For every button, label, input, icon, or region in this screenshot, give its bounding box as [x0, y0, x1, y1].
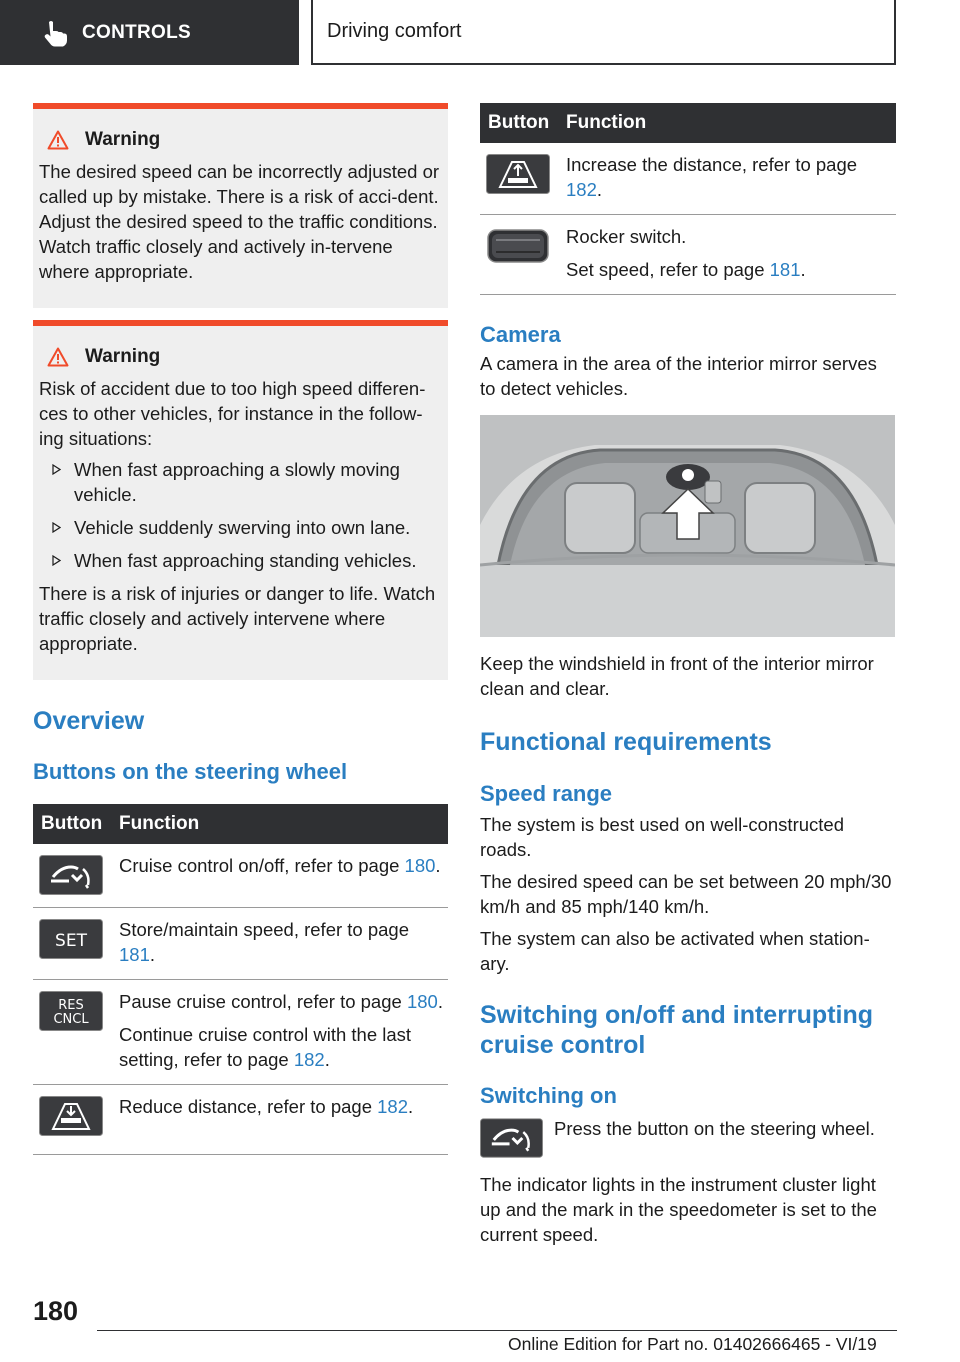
table-row: SET Store/maintain speed, refer to page 181. — [33, 908, 448, 980]
speed-text-1: The system is best used on well-constructed roads. — [480, 814, 844, 860]
set-button-icon — [39, 919, 103, 959]
warning-box-2 — [33, 320, 448, 680]
bullet-triangle-icon — [52, 522, 61, 533]
right-column — [480, 103, 896, 1247]
page-link[interactable]: 180 — [404, 855, 436, 876]
warning-text: The desired speed can be incorrectly adjusted or called up by mistake. There is a risk of acci‐dent. Adjust the desired speed to the traffic conditions. Watch traffic closely and actively in‐tervene where appropriate. — [39, 161, 440, 282]
indicator-text: The indicator lights in the instrument cluster light up and the mark in the speedometer is set to the current speed. — [480, 1174, 877, 1245]
camera-text: A camera in the area of the interior mirror serves to detect vehicles. — [480, 353, 877, 399]
windshield-text: Keep the windshield in front of the interior mirror clean and clear. — [480, 653, 874, 699]
warning-triangle-icon — [47, 130, 69, 150]
list-item: When fast approaching standing vehicles. — [39, 548, 440, 573]
cruise-control-icon — [480, 1118, 543, 1158]
page-link[interactable]: 180 — [406, 991, 438, 1012]
section-label: CONTROLS — [82, 21, 192, 43]
chapter-tab — [311, 0, 896, 65]
footer-divider — [97, 1330, 897, 1331]
camera-heading: Camera — [480, 322, 561, 347]
page-link[interactable]: 181 — [119, 944, 150, 965]
hand-pointer-icon — [40, 19, 68, 47]
reduce-distance-icon — [39, 1096, 103, 1136]
switching-heading: Switching on/off and interrupting cruise control — [480, 1001, 874, 1059]
section-tab — [0, 0, 299, 65]
warning-title: Warning — [39, 346, 440, 368]
switch-on-text: Press the button on the steering wheel. — [554, 1118, 875, 1139]
table-header: Button Function — [480, 103, 896, 143]
warning-outro: There is a risk of injuries or danger to life. Watch traffic closely and actively intervene where appropriate. — [39, 583, 436, 654]
speed-range-heading: Speed range — [480, 781, 613, 806]
table-row: Reduce distance, refer to page 182. — [33, 1085, 448, 1155]
chapter-label: Driving comfort — [327, 20, 462, 42]
bullet-triangle-icon — [52, 464, 61, 475]
bullet-triangle-icon — [52, 555, 61, 566]
list-item: When fast approaching a slowly moving vehicle. — [39, 457, 440, 507]
rocker-switch-icon — [486, 226, 550, 266]
overview-heading: Overview — [33, 707, 145, 735]
increase-distance-icon — [486, 154, 550, 194]
warning-triangle-icon — [47, 347, 69, 367]
page-link[interactable]: 182 — [377, 1096, 409, 1117]
res-cncl-button-icon — [39, 991, 103, 1031]
cruise-control-icon — [39, 855, 103, 895]
switch-on-instruction — [480, 1116, 896, 1158]
switching-on-heading: Switching on — [480, 1083, 617, 1108]
page-number: 180 — [33, 1296, 79, 1326]
svg-text:CNCL: CNCL — [53, 1012, 89, 1027]
buttons-table — [33, 804, 448, 1155]
buttons-heading: Buttons on the steering wheel — [33, 759, 348, 784]
table-row: RES CNCL Pause cruise control, refer to page 180. Continue cruise control with the last setting, refer to page 182. — [33, 980, 448, 1085]
warning-bullet-list — [39, 457, 440, 573]
page-link[interactable]: 182 — [293, 1049, 325, 1070]
table-row: Rocker switch. Set speed, refer to page 181. — [480, 215, 896, 295]
warning-box-1 — [33, 103, 448, 308]
list-item: Vehicle suddenly swerving into own lane. — [39, 515, 440, 540]
page-link[interactable]: 181 — [769, 259, 801, 280]
warning-title: Warning — [39, 129, 440, 151]
svg-text:SET: SET — [55, 931, 87, 951]
table-row: Increase the distance, refer to page 182. — [480, 143, 896, 215]
warning-intro: Risk of accident due to too high speed differen‐ces to other vehicles, for instance in the follow‐ing situations: — [39, 378, 426, 449]
table-header: Button Function — [33, 804, 448, 844]
left-column — [33, 103, 448, 1155]
edition-text: Online Edition for Part no. 01402666465 - VI/19 — [508, 1334, 877, 1354]
table-row: Cruise control on/off, refer to page 180. — [33, 844, 448, 908]
speed-text-2: The desired speed can be set between 20 mph/30 km/h and 85 mph/140 km/h. — [480, 871, 892, 917]
svg-text:RES: RES — [58, 998, 84, 1013]
windshield-camera-photo — [480, 415, 895, 637]
speed-text-3: The system can also be activated when station‐ary. — [480, 928, 870, 974]
page-link[interactable]: 182 — [566, 179, 597, 200]
functional-requirements-heading: Functional requirements — [480, 728, 772, 756]
buttons-table-continued — [480, 103, 896, 295]
